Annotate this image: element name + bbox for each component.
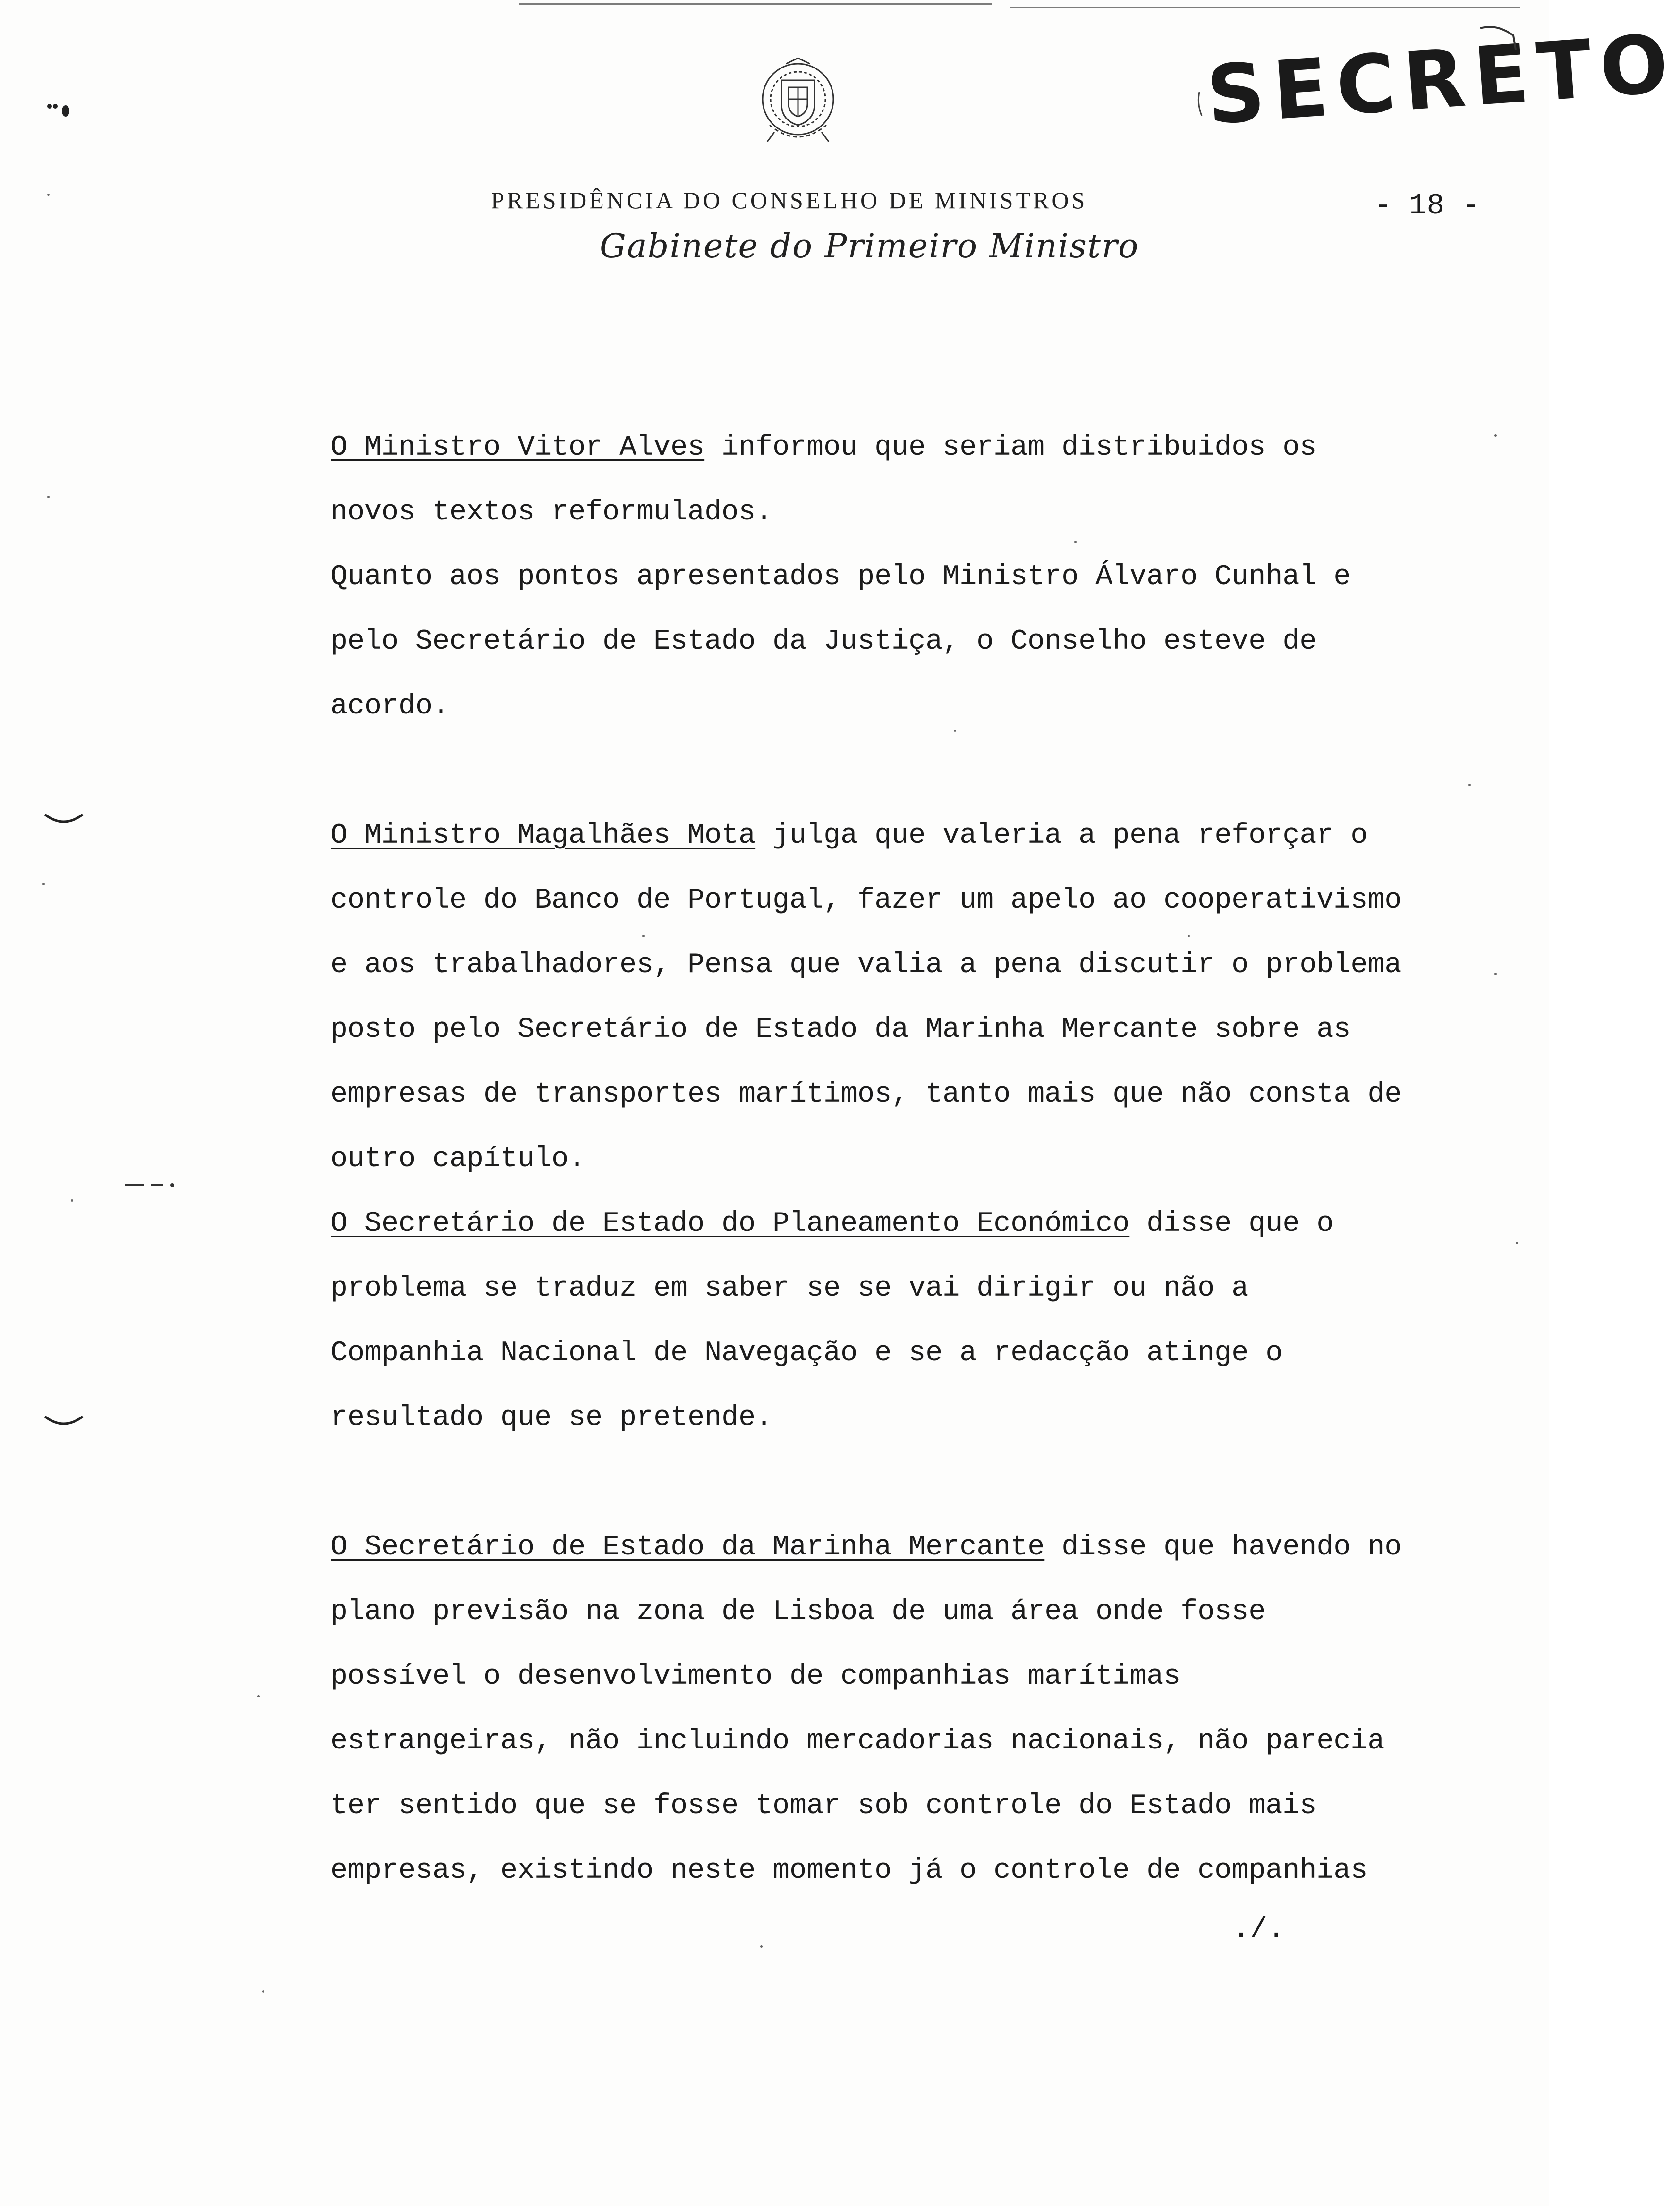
scan-line xyxy=(1010,7,1520,8)
punch-hole-mark xyxy=(42,1412,85,1431)
scan-artifact-mark xyxy=(125,1180,177,1190)
paragraph-text: informou que seriam distribuidos os novos textos reformulados. xyxy=(331,432,1317,528)
speckle xyxy=(1188,935,1190,937)
paragraph-text: disse que havendo no plano previsão na zona de Lisboa de uma área onde fosse possível o desenvolvimento de companhias marítimas estrangeiras, não incluindo mercadorias nacionais, não parecia ter sentido que se fosse tomar sob controle do Estado mais empresas, existindo neste momento já o controle de companhias xyxy=(331,1531,1402,1887)
scan-artifact-mark xyxy=(1195,90,1209,118)
speaker-name: O Ministro Vitor Alves xyxy=(331,432,705,464)
paragraph-magalhaes-mota xyxy=(331,804,1417,1192)
scan-artifact-mark xyxy=(45,97,73,120)
page-number: - 18 - xyxy=(1374,189,1480,222)
speckle xyxy=(47,194,50,196)
paragraph-text: Quanto aos pontos apresentados pelo Ministro Álvaro Cunhal e pelo Secretário de Estado da Justiça, o Conselho esteve de acordo. xyxy=(331,561,1351,722)
paragraph-planeamento-economico xyxy=(331,1192,1417,1451)
speckle xyxy=(642,935,645,937)
speckle xyxy=(262,1990,264,1993)
speckle xyxy=(71,1199,73,1202)
scan-artifact-mark xyxy=(1478,24,1520,52)
minutes-body xyxy=(331,416,1417,1903)
paragraph-text: disse que o problema se traduz em saber se se vai dirigir ou não a Companhia Nacional de Navegação e se a redacção atinge o resultado que se pretende. xyxy=(331,1208,1334,1434)
speckle xyxy=(1494,973,1497,975)
speckle xyxy=(1468,784,1471,786)
speckle xyxy=(1074,541,1077,543)
paragraph-marinha-mercante xyxy=(331,1515,1417,1903)
secret-stamp: SECRETO xyxy=(1204,17,1680,143)
speckle xyxy=(1516,1242,1518,1244)
coat-of-arms-icon xyxy=(741,54,855,163)
paragraph-vitor-alves xyxy=(331,416,1417,545)
speaker-name: O Ministro Magalhães Mota xyxy=(331,820,756,852)
punch-hole-mark xyxy=(42,810,85,829)
speckle xyxy=(1494,434,1497,437)
paragraph-text: julga que valeria a pena reforçar o controle do Banco de Portugal, fazer um apelo ao cooperativismo e aos trabalhadores, Pensa que valia a pena discutir o problema posto pelo Secretário de Estado da Marinha Mercante sobre as empresas de transportes marítimos, tanto mais que não consta de outro capítulo. xyxy=(331,820,1402,1175)
scan-line xyxy=(519,3,992,5)
institution-header: PRESIDÊNCIA DO CONSELHO DE MINISTROS xyxy=(491,187,1088,213)
speckle xyxy=(42,883,45,885)
speckle xyxy=(257,1695,260,1697)
paragraph-council-agreement xyxy=(331,545,1417,739)
speaker-name: O Secretário de Estado da Marinha Mercante xyxy=(331,1531,1045,1563)
speaker-name: O Secretário de Estado do Planeamento Económico xyxy=(331,1208,1130,1240)
speckle xyxy=(954,730,956,732)
continuation-mark: ./. xyxy=(1232,1912,1285,1946)
speckle xyxy=(47,496,50,498)
speckle xyxy=(760,1945,763,1948)
cabinet-subheader: Gabinete do Primeiro Ministro xyxy=(600,227,1139,265)
